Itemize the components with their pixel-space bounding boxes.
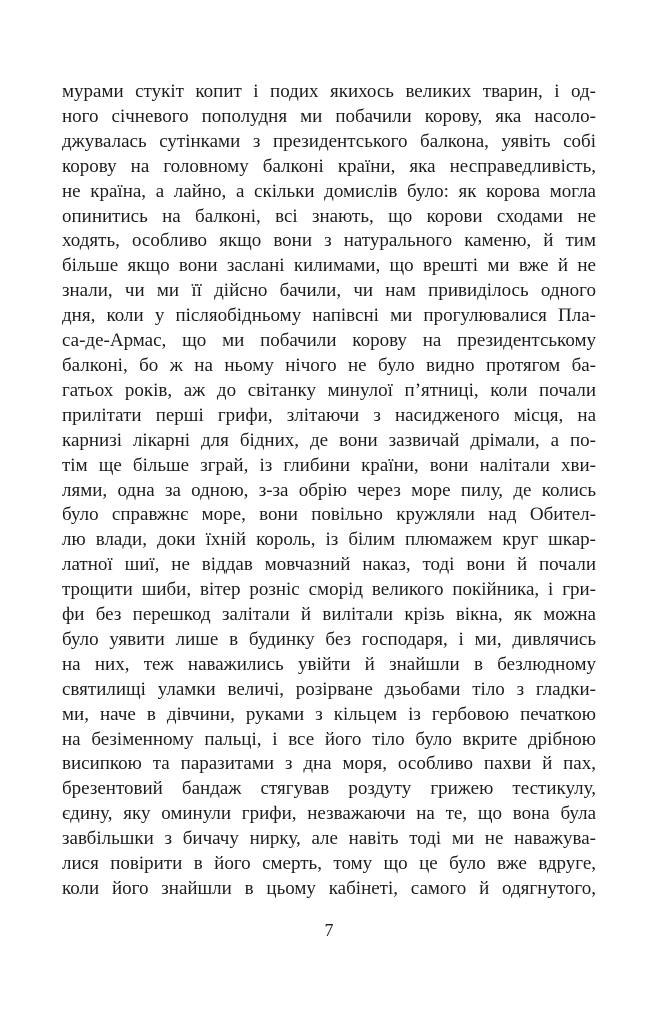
text-line: єдину, яку оминули грифи, незважаючи на те, що вона була [62, 803, 596, 825]
text-line: тім ще більше зграй, із глибини країни, вони налітали хви- [62, 454, 596, 476]
text-line: карнизі лікарні для бідних, де вони зазвичай дрімали, а по- [62, 429, 596, 451]
text-line: джувалась сутінками з президентського балкона, уявіть собі [62, 130, 596, 152]
text-line: балконі, бо ж на ньому нічого не було видно протягом ба- [62, 354, 596, 376]
page-number: 7 [324, 920, 334, 940]
text-line: корову на головному балконі країни, яка несправедливість, [62, 155, 596, 177]
text-line: не країна, а лайно, а скільки домислів було: як корова могла [62, 180, 596, 202]
text-line: святилищі уламки величі, розірване дзьобами тіло з гладки- [62, 678, 596, 700]
text-line: лися повірити в його смерть, тому що це було вже вдруге, [62, 853, 596, 875]
text-line: на них, теж наважились увійти й знайшли в безлюдному [62, 653, 596, 675]
text-line: лями, одна за одною, з-за обрію через море пилу, де колись [62, 479, 596, 501]
text-line: знали, чи ми її дійсно бачили, чи нам привиділось одного [62, 280, 596, 302]
text-line: прилітати перші грифи, злітаючи з насидженого місця, на [62, 404, 596, 426]
text-line: ми, наче в дівчини, руками з кільцем із гербовою печаткою [62, 703, 596, 725]
text-line: коли його знайшли в цьому кабінеті, самого й одягнутого, [62, 878, 596, 899]
text-line: мурами стукіт копит і подих якихось великих тварин, і од- [62, 81, 596, 102]
text-line: фи без перешкод залітали й вилітали крізь вікна, як можна [62, 604, 596, 626]
text-line: завбільшки з бичачу нирку, але навіть тоді ми не наважува- [62, 828, 596, 850]
text-line: латної шиї, не віддав мовчазний наказ, тоді вони й почали [62, 554, 596, 576]
body-text [62, 80, 596, 902]
text-line: брезентовий бандаж стягував роздуту грижею тестикулу, [62, 778, 596, 800]
text-line: гатьох років, аж до світанку минулої п’ятниці, коли почали [62, 379, 596, 401]
text-line: са-де-Армас, що ми побачили корову на президентському [62, 330, 596, 352]
text-line: ходять, особливо якщо вони з натурального каменю, й тим [62, 230, 596, 252]
text-line: було уявити лише в будинку без господаря, і ми, дивлячись [62, 628, 596, 650]
text-line: дня, коли у післяобідньому напівсні ми прогулювалися Пла- [62, 305, 596, 327]
text-line: ного січневого пополудня ми побачили корову, яка насоло- [62, 105, 596, 127]
text-line: було справжнє море, вони повільно кружляли над Обител- [62, 504, 596, 526]
text-line: на безіменному пальці, і все його тіло було вкрите дрібною [62, 728, 596, 750]
text-line: трощити шиби, вітер розніс сморід великого покійника, і гри- [62, 579, 596, 601]
text-line: більше якщо вони заслані килимами, що врешті ми вже й не [62, 255, 596, 277]
text-line: лю влади, доки їхній король, із білим плюмажем круг шкар- [62, 529, 596, 551]
text-line: опинитись на балконі, всі знають, що корови сходами не [62, 205, 596, 227]
text-line: висипкою та паразитами з дна моря, особливо пахви й пах, [62, 753, 596, 775]
